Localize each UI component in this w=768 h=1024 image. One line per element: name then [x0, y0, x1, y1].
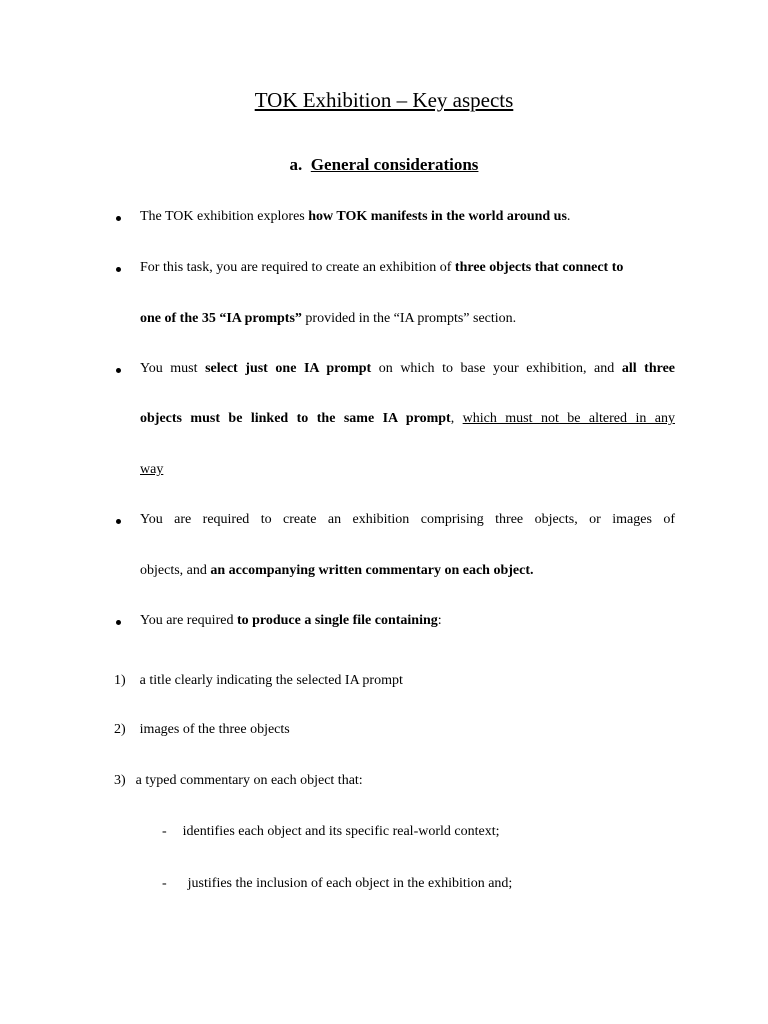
bullet-2-text-2: provided in the “IA prompts” section. — [301, 311, 517, 326]
bullet-3-comma: , — [450, 411, 463, 426]
bullet-3-line-1 — [140, 361, 675, 377]
numbered-text: a title clearly indicating the selected IA prompt — [139, 673, 403, 688]
bullet-2-text: For this task, you are required to create an exhibition of — [140, 260, 455, 275]
bullet-5-text: You are required — [140, 613, 237, 628]
bullet-3-underlined-2: way — [140, 462, 164, 477]
bullet-2-line-2 — [140, 311, 516, 327]
section-marker: a. — [289, 155, 303, 174]
bullet-4-line-2 — [140, 563, 534, 579]
dash-text: identifies each object and its specific real-world context; — [182, 824, 500, 839]
bullet-4-bold: an accompanying written commentary on each object. — [210, 563, 534, 578]
bullet-dot — [116, 267, 121, 272]
bullet-3-underlined: which must not be altered in any — [462, 411, 675, 426]
bullet-3-bold-3: objects must be linked to the same IA prompt — [140, 411, 451, 426]
bullet-1-bold: how TOK manifests in the world around us — [308, 209, 567, 224]
dash-item-1 — [162, 824, 500, 840]
bullet-2-bold-2: one of the 35 “IA prompts” — [140, 311, 302, 326]
bullet-1-line — [140, 209, 570, 225]
numbered-marker: 3) — [114, 773, 126, 788]
bullet-3-text: You must — [140, 361, 206, 376]
bullet-5-bold: to produce a single file containing — [236, 613, 438, 628]
bullet-3-bold-2: all three — [621, 361, 676, 376]
numbered-item-3 — [114, 773, 363, 789]
bullet-dot — [116, 620, 121, 625]
dash-marker: - — [162, 876, 167, 891]
dash-text: justifies the inclusion of each object in the exhibition and; — [187, 876, 513, 891]
bullet-dot — [116, 368, 121, 373]
bullet-1-end: . — [566, 209, 571, 224]
numbered-marker: 1) — [114, 673, 126, 688]
numbered-text: a typed commentary on each object that: — [135, 773, 363, 788]
bullet-3-line-2 — [140, 411, 675, 427]
numbered-item-1 — [114, 673, 403, 689]
bullet-3-line-3 — [140, 462, 163, 478]
bullet-dot — [116, 216, 121, 221]
dash-item-2 — [162, 876, 512, 892]
numbered-text: images of the three objects — [139, 722, 290, 737]
bullet-4-line-1 — [140, 512, 675, 528]
bullet-2-line-1 — [140, 260, 675, 276]
bullet-4-text: You are required to create an exhibition comprising three objects, or images of — [140, 512, 675, 527]
bullet-4-text-2: objects, and — [140, 563, 211, 578]
bullet-5-colon: : — [437, 613, 442, 628]
bullet-3-bold: select just one IA prompt — [205, 361, 372, 376]
section-heading-text: General considerations — [310, 155, 479, 174]
bullet-2-bold: three objects that connect to — [454, 260, 624, 275]
numbered-marker: 2) — [114, 722, 126, 737]
bullet-dot — [116, 519, 121, 524]
bullet-1-text: The TOK exhibition explores — [140, 209, 309, 224]
document-title: TOK Exhibition – Key aspects — [254, 88, 514, 112]
dash-marker: - — [162, 824, 167, 839]
numbered-item-2 — [114, 722, 290, 738]
bullet-5-line — [140, 613, 442, 629]
section-heading — [0, 155, 768, 175]
bullet-3-text-2: on which to base your exhibition, and — [371, 361, 622, 376]
